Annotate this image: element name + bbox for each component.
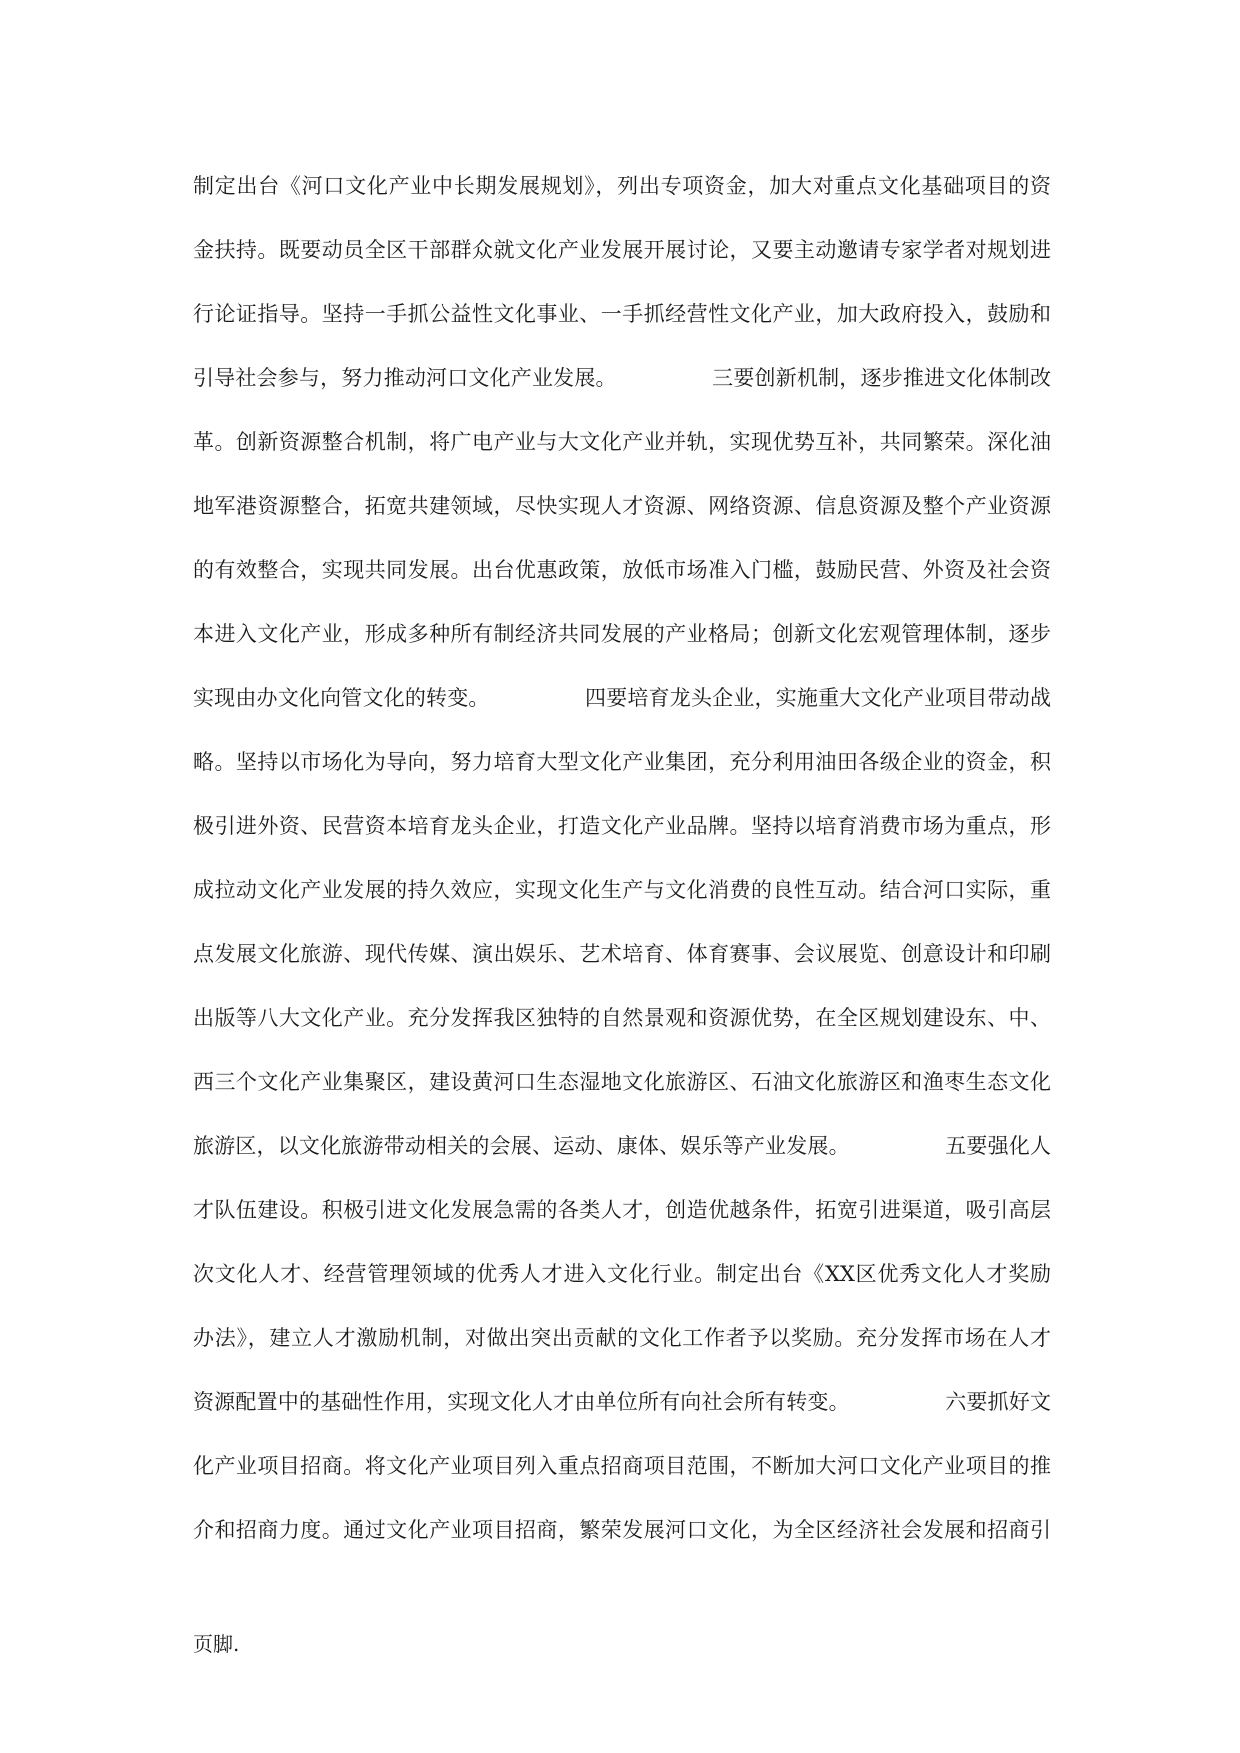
text-line: 西三个文化产业集聚区，建设黄河口生态湿地文化旅游区、石油文化旅游区和渔枣生态文化 [193, 1070, 1051, 1094]
body-text [193, 158, 1051, 1566]
text-line: 实现由办文化向管文化的转变。 四要培育龙头企业，实施重大文化产业项目带动战 [193, 686, 1051, 710]
text-line: 旅游区，以文化旅游带动相关的会展、运动、康体、娱乐等产业发展。 五要强化人 [193, 1134, 1051, 1158]
text-line: 引导社会参与，努力推动河口文化产业发展。 三要创新机制，逐步推进文化体制改 [193, 366, 1051, 390]
text-line: 地军港资源整合，拓宽共建领域，尽快实现人才资源、网络资源、信息资源及整个产业资源 [193, 494, 1051, 518]
text-line: 办法》，建立人才激励机制，对做出突出贡献的文化工作者予以奖励。充分发挥市场在人才 [193, 1326, 1051, 1350]
text-line: 成拉动文化产业发展的持久效应，实现文化生产与文化消费的良性互动。结合河口实际，重 [193, 878, 1051, 902]
text-line: 极引进外资、民营资本培育龙头企业，打造文化产业品牌。坚持以培育消费市场为重点，形 [193, 814, 1051, 838]
text-line: 略。坚持以市场化为导向，努力培育大型文化产业集团，充分利用油田各级企业的资金，积 [193, 750, 1051, 774]
text-line: 出版等八大文化产业。充分发挥我区独特的自然景观和资源优势，在全区规划建设东、中、 [193, 1006, 1051, 1030]
text-line: 制定出台《河口文化产业中长期发展规划》，列出专项资金，加大对重点文化基础项目的资 [193, 174, 1051, 198]
text-line: 金扶持。既要动员全区干部群众就文化产业发展开展讨论，又要主动邀请专家学者对规划进 [193, 238, 1051, 262]
text-line: 行论证指导。坚持一手抓公益性文化事业、一手抓经营性文化产业，加大政府投入，鼓励和 [193, 302, 1051, 326]
page-footer: 页脚. [193, 1632, 240, 1656]
text-line: 才队伍建设。积极引进文化发展急需的各类人才，创造优越条件，拓宽引进渠道，吸引高层 [193, 1198, 1051, 1222]
text-line: 资源配置中的基础性作用，实现文化人才由单位所有向社会所有转变。 六要抓好文 [193, 1390, 1051, 1414]
text-line: 本进入文化产业，形成多种所有制经济共同发展的产业格局；创新文化宏观管理体制，逐步 [193, 622, 1051, 646]
text-line: 革。创新资源整合机制，将广电产业与大文化产业并轨，实现优势互补，共同繁荣。深化油 [193, 430, 1051, 454]
text-line: 次文化人才、经营管理领域的优秀人才进入文化行业。制定出台《XX区优秀文化人才奖励 [193, 1262, 1051, 1286]
text-line: 点发展文化旅游、现代传媒、演出娱乐、艺术培育、体育赛事、会议展览、创意设计和印刷 [193, 942, 1051, 966]
text-line: 的有效整合，实现共同发展。出台优惠政策，放低市场准入门槛，鼓励民营、外资及社会资 [193, 558, 1051, 582]
text-line: 介和招商力度。通过文化产业项目招商，繁荣发展河口文化，为全区经济社会发展和招商引 [193, 1518, 1051, 1542]
text-line: 化产业项目招商。将文化产业项目列入重点招商项目范围，不断加大河口文化产业项目的推 [193, 1454, 1051, 1478]
